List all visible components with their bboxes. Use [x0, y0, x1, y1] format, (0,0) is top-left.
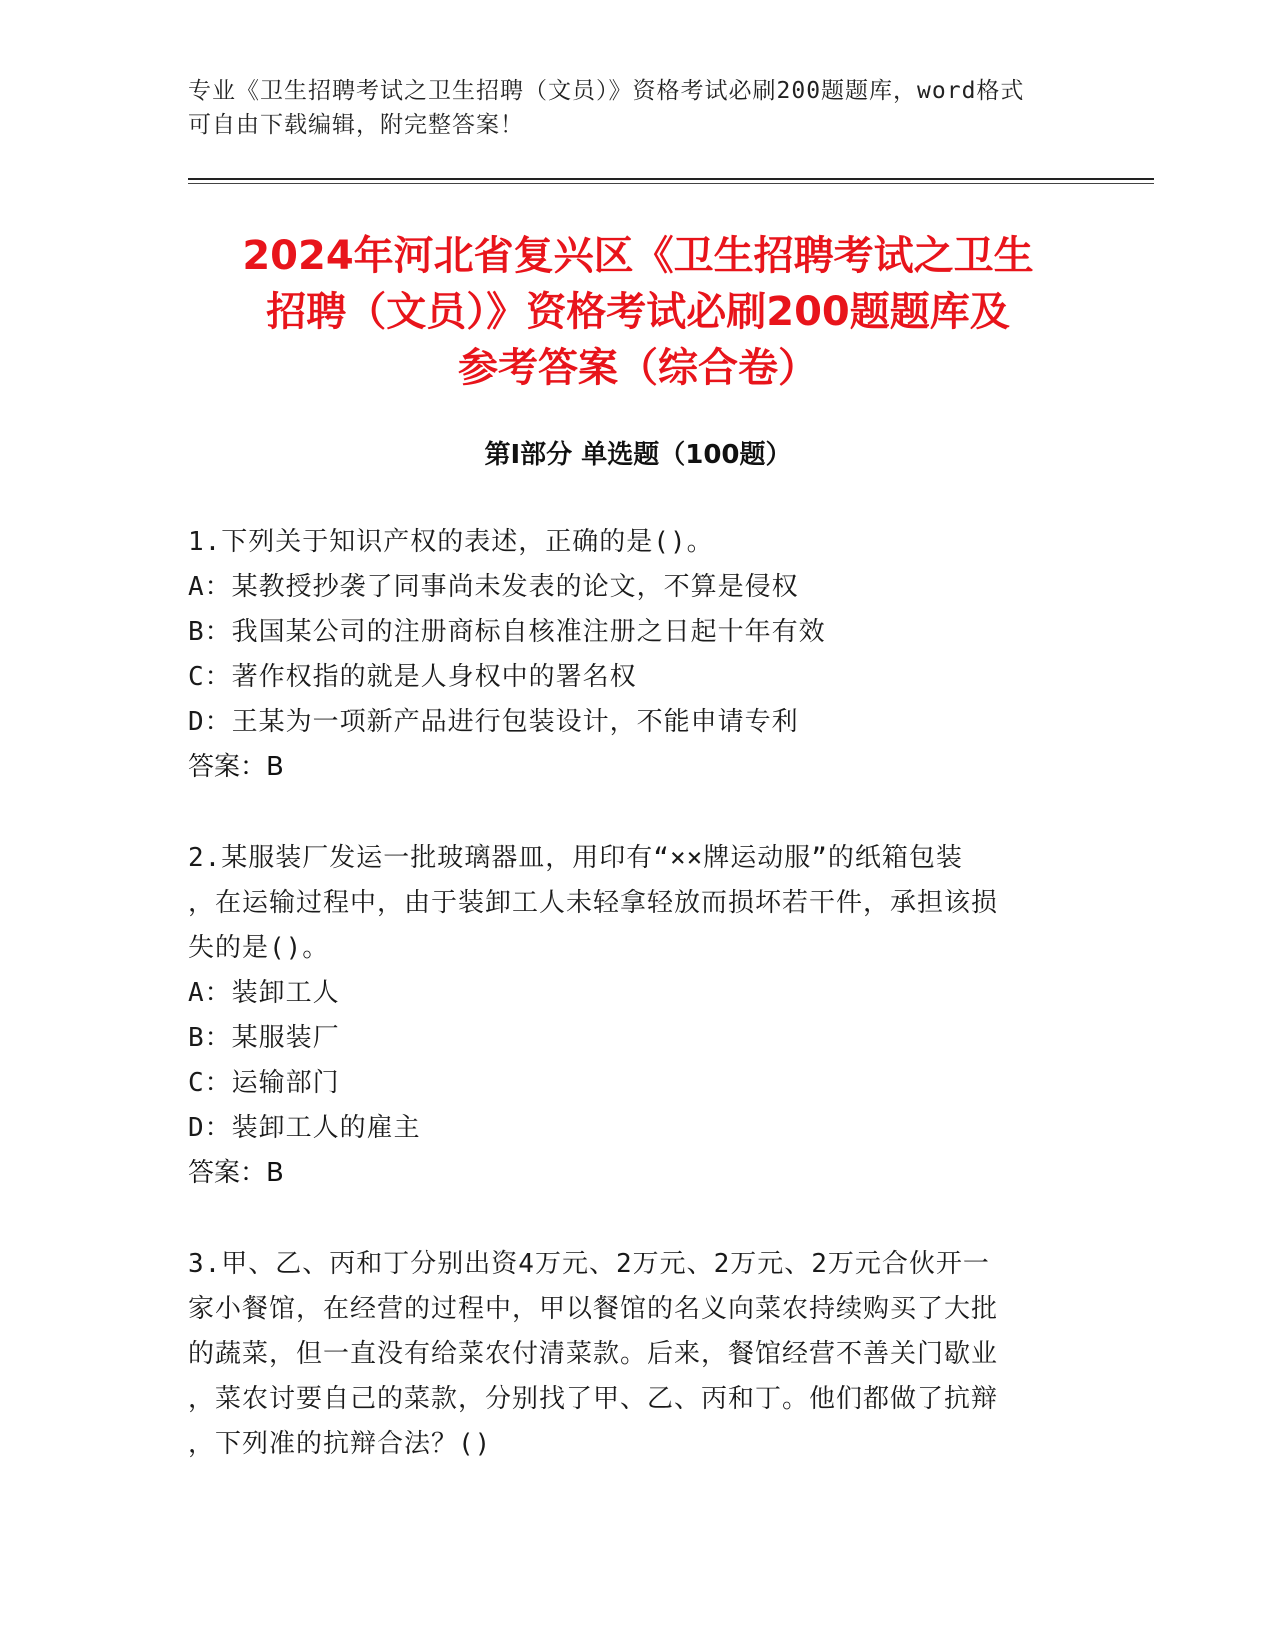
- option-d: D：装卸工人的雇主: [188, 1113, 421, 1143]
- question-item: [188, 836, 1068, 1196]
- question-text: ，在运输过程中，由于装卸工人未轻拿轻放而损坏若干件，承担该损: [188, 888, 999, 918]
- question-item: [188, 1242, 1068, 1467]
- option-c: C：著作权指的就是人身权中的署名权: [188, 662, 637, 692]
- question-text: 1.下列关于知识产权的表述，正确的是()。: [188, 527, 714, 557]
- header-note-line: 专业《卫生招聘考试之卫生招聘（文员）》资格考试必刷200题题库，word格式: [188, 78, 1025, 104]
- section-title: 第Ⅰ部分 单选题（100题）: [484, 440, 792, 470]
- question-item: [188, 520, 1068, 790]
- document-title: [188, 228, 1088, 396]
- question-text: 家小餐馆，在经营的过程中，甲以餐馆的名义向菜农持续购买了大批: [188, 1294, 999, 1324]
- answer: 答案：B: [188, 1158, 284, 1188]
- question-text: ，下列准的抗辩合法？(): [188, 1429, 492, 1459]
- header-note-line: 可自由下载编辑，附完整答案！: [188, 112, 524, 138]
- question-text: 的蔬菜，但一直没有给菜农付清菜款。后来，餐馆经营不善关门歇业: [188, 1339, 999, 1369]
- title-line: 招聘（文员）》资格考试必刷200题题库及: [266, 289, 1010, 335]
- title-line: 参考答案（综合卷）: [458, 345, 818, 391]
- option-a: A：某教授抄袭了同事尚未发表的论文，不算是侵权: [188, 572, 799, 602]
- question-text: ，菜农讨要自己的菜款，分别找了甲、乙、丙和丁。他们都做了抗辩: [188, 1384, 999, 1414]
- question-text: 3.甲、乙、丙和丁分别出资4万元、2万元、2万元、2万元合伙开一: [188, 1249, 990, 1279]
- header-note: [188, 74, 1068, 142]
- question-text: 2.某服装厂发运一批玻璃器皿，用印有“××牌运动服”的纸箱包装: [188, 843, 963, 873]
- question-list: [188, 520, 1068, 1513]
- header-divider: [188, 178, 1154, 180]
- title-line: 2024年河北省复兴区《卫生招聘考试之卫生: [242, 233, 1034, 279]
- header-divider-thin: [188, 183, 1154, 184]
- question-text: 失的是()。: [188, 933, 330, 963]
- option-c: C：运输部门: [188, 1068, 340, 1098]
- option-a: A：装卸工人: [188, 978, 340, 1008]
- answer: 答案：B: [188, 752, 284, 782]
- option-b: B：某服装厂: [188, 1023, 340, 1053]
- option-b: B：我国某公司的注册商标自核准注册之日起十年有效: [188, 617, 826, 647]
- option-d: D：王某为一项新产品进行包装设计，不能申请专利: [188, 707, 799, 737]
